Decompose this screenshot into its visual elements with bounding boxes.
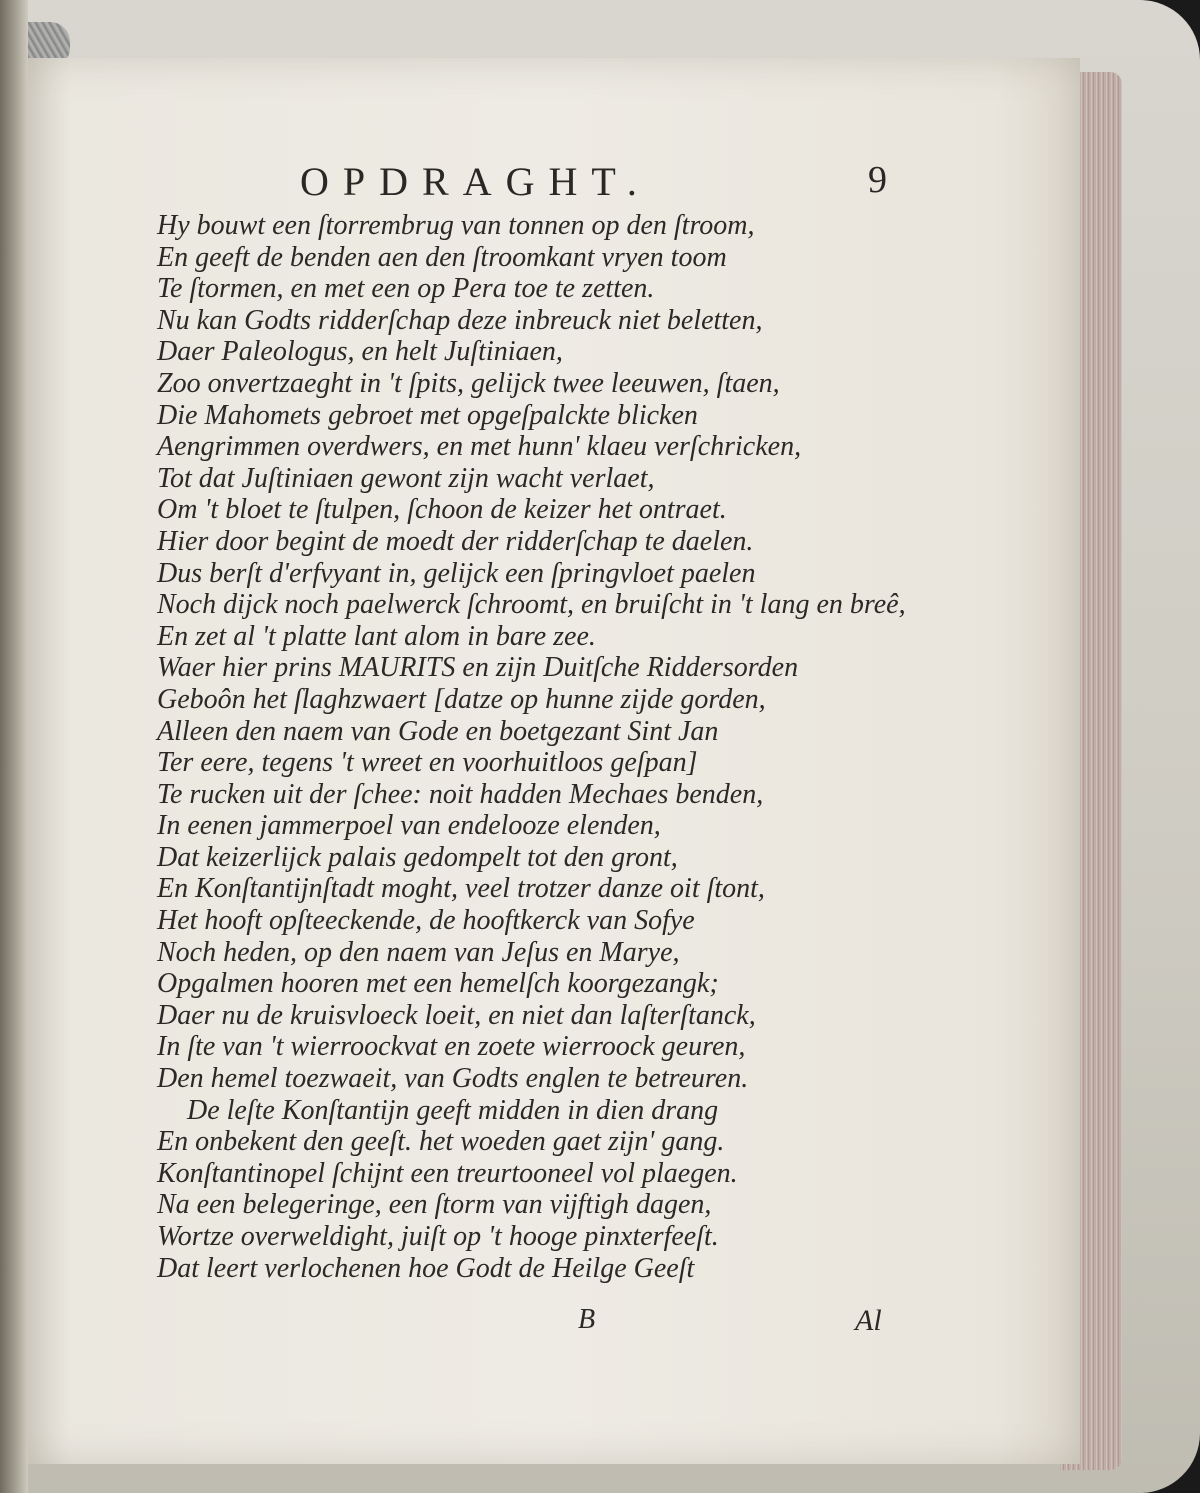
verse-line: Konſtantinopel ſchijnt een treurtooneel vol plaegen.: [157, 1157, 738, 1189]
verse-line: De leſte Konſtantijn geeft midden in dien drang: [187, 1094, 719, 1126]
verse-line: Om 't bloet te ſtulpen, ſchoon de keizer het ontraet.: [157, 494, 727, 526]
verse-line: Alleen den naem van Gode en boetgezant Sint Jan: [157, 715, 719, 747]
verse-line: Daer Paleologus, en helt Juſtiniaen,: [157, 336, 563, 368]
verse-line: En zet al 't platte lant alom in bare zee.: [157, 620, 596, 652]
verse-line: Tot dat Juſtiniaen gewont zijn wacht verlaet,: [157, 462, 655, 494]
catchword: Al: [855, 1304, 882, 1337]
verse-line: Den hemel toezwaeit, van Godts englen te betreuren.: [157, 1063, 749, 1095]
verse-line: Aengrimmen overdwers, en met hunn' klaeu verſchricken,: [157, 431, 802, 463]
verse-line: En onbekent den geeſt. het woeden gaet zijn' gang.: [157, 1126, 725, 1158]
verse-line: Nu kan Godts ridderſchap deze inbreuck niet beletten,: [157, 304, 763, 336]
verse-line: Die Mahomets gebroet met opgeſpalckte blicken: [157, 399, 698, 431]
verse-line: Ter eere, tegens 't wreet en voorhuitloos geſpan]: [157, 747, 698, 779]
running-head: OPDRAGHT.: [300, 159, 651, 204]
verse-line: Noch dijck noch paelwerck ſchroomt, en bruiſcht in 't lang en breê,: [157, 589, 906, 621]
verse-line: Hy bouwt een ſtorrembrug van tonnen op den ſtroom,: [157, 210, 755, 241]
verse-line: Dat keizerlijck palais gedompelt tot den gront,: [157, 841, 678, 873]
verse-line: Te rucken uit der ſchee: noit hadden Mechaes benden,: [157, 778, 764, 810]
verse-line: Noch heden, op den naem van Jeſus en Marye,: [157, 936, 680, 968]
verse-line: Wortze overweldight, juiſt op 't hooge pinxterfeeſt.: [157, 1221, 719, 1252]
verse-line: En Konſtantijnſtadt moght, veel trotzer danze oit ſtont,: [157, 873, 765, 905]
signature-mark: B: [578, 1304, 596, 1335]
verse-line: Dat leert verlochenen hoe Godt de Heilge Geeſt: [157, 1252, 695, 1284]
verse-line: Waer hier prins MAURITS en zijn Duitſche Riddersorden: [157, 652, 799, 684]
verse-line: Zoo onvertzaeght in 't ſpits, gelijck twee leeuwen, ſtaen,: [157, 367, 780, 399]
page-number: 9: [868, 159, 887, 201]
verse-line: Te ſtormen, en met een op Pera toe te zetten.: [157, 273, 655, 305]
verse-line: Na een belegeringe, een ſtorm van vijftigh dagen,: [157, 1189, 712, 1221]
verse-line: Het hooft opſteeckende, de hooftkerck van Sofye: [157, 905, 695, 937]
verse-line: Geboôn het ſlaghzwaert [datze op hunne zijde gorden,: [157, 683, 766, 715]
verse-line: Daer nu de kruisvloeck loeit, en niet dan laſterſtanck,: [157, 999, 756, 1031]
verse-line: In eenen jammerpoel van endelooze elenden,: [157, 810, 661, 842]
verse-line: Hier door begint de moedt der ridderſchap te daelen.: [157, 525, 754, 557]
verse-line: Dus berſt d'erfvyant in, gelijck een ſpringvloet paelen: [157, 557, 756, 589]
verse-line: In ſte van 't wierroockvat en zoete wierroock geuren,: [157, 1031, 746, 1063]
verse-line: Opgalmen hooren met een hemelſch koorgezangk;: [157, 968, 719, 1000]
book-gutter: [0, 0, 28, 1493]
verse-line: En geeft de benden aen den ſtroomkant vryen toom: [157, 241, 727, 273]
verse-block: [157, 210, 917, 1284]
